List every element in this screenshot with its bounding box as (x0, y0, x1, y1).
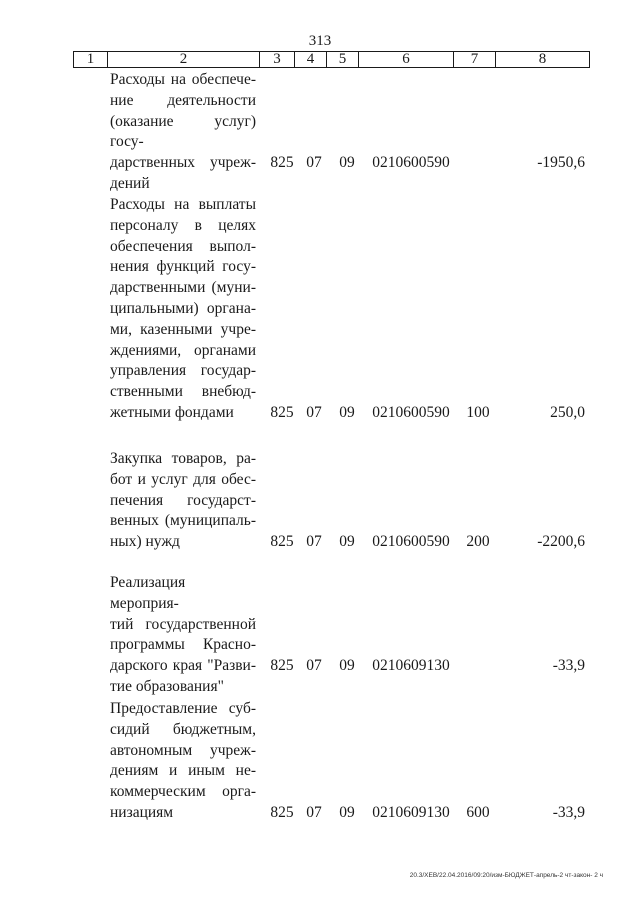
department-code: 825 (270, 804, 294, 821)
description-line: программы Красно- (110, 636, 256, 654)
subsection-code: 09 (339, 154, 355, 172)
row-description (110, 195, 256, 424)
description-line: ми, казенными учре- (110, 320, 256, 338)
description-line: жетными фондами (110, 403, 234, 421)
amount-value: -33,9 (552, 657, 585, 675)
footer-file-stamp: 20.3/ХЕВ/22.04.2016/09:20/изм-БЮДЖЕТ-апрель-2 чт-закон- 2 ч (409, 872, 603, 879)
target-item-code: 0210600590 (372, 154, 450, 172)
description-line: дениям и иным не- (110, 762, 256, 780)
header-col-3: 3 (260, 52, 295, 68)
subsection-code: 09 (339, 657, 355, 675)
table-row (0, 70, 640, 192)
table-row (0, 449, 640, 553)
description-line: тий государственной (110, 615, 256, 633)
table-row (0, 699, 640, 824)
description-line: бот и услуг для обес- (110, 470, 256, 488)
section-code: 07 (306, 657, 322, 675)
subsection-code: 09 (339, 804, 355, 821)
header-col-2: 2 (108, 52, 260, 68)
amount-value: -33,9 (552, 804, 585, 821)
description-line: ных) нужд (110, 533, 180, 551)
expense-type-code: 600 (466, 804, 490, 821)
description-line: сидий бюджетным, (110, 720, 256, 738)
department-code: 825 (270, 404, 294, 421)
description-line: обеспечения выпол- (110, 237, 256, 255)
row-description (110, 699, 256, 824)
description-line: ждениями, органами (110, 341, 256, 359)
description-line: коммерческим орга- (110, 783, 256, 801)
header-col-4: 4 (295, 52, 327, 68)
description-line: Реализация мероприя- (110, 574, 186, 612)
description-line: дений (110, 174, 150, 192)
row-description (110, 70, 256, 195)
description-line: автономным учреж- (110, 741, 256, 759)
amount-value: -2200,6 (537, 533, 585, 551)
description-line: (оказание услуг) госу- (110, 112, 256, 151)
description-line: нения функций госу- (110, 258, 256, 276)
department-code: 825 (270, 533, 294, 551)
description-line: дарственными (муни- (110, 279, 256, 297)
description-line: тие образования" (110, 677, 224, 695)
table-row (0, 573, 640, 695)
department-code: 825 (270, 154, 294, 172)
header-col-1: 1 (74, 52, 108, 68)
table-row (0, 195, 640, 424)
description-line: дарственных учреж- (110, 154, 256, 172)
description-line: печения государст- (110, 491, 256, 509)
header-col-7: 7 (454, 52, 496, 68)
description-line: управления государ- (110, 362, 256, 380)
description-line: ние деятельности (110, 91, 256, 109)
description-line: ственными внебюд- (110, 383, 256, 401)
expense-type-code: 200 (466, 533, 490, 551)
page-number: 313 (308, 33, 332, 49)
row-description (110, 449, 256, 553)
amount-value: -1950,6 (537, 154, 585, 172)
expense-type-code: 100 (466, 404, 490, 421)
target-item-code: 0210609130 (372, 804, 450, 821)
section-code: 07 (306, 804, 322, 821)
description-line: Расходы на выплаты (110, 196, 256, 213)
section-code: 07 (306, 533, 322, 551)
description-line: Закупка товаров, ра- (110, 450, 256, 467)
description-line: Расходы на обеспече- (110, 71, 256, 88)
description-line: дарского края "Разви- (110, 657, 256, 675)
department-code: 825 (270, 657, 294, 675)
target-item-code: 0210600590 (372, 533, 450, 551)
description-line: персоналу в целях (110, 216, 256, 234)
target-item-code: 0210609130 (372, 657, 450, 675)
amount-value: 250,0 (550, 404, 585, 421)
section-code: 07 (306, 404, 322, 421)
header-col-6: 6 (359, 52, 454, 68)
section-code: 07 (306, 154, 322, 172)
column-number-header (73, 51, 590, 68)
header-col-5: 5 (327, 52, 359, 68)
subsection-code: 09 (339, 533, 355, 551)
subsection-code: 09 (339, 404, 355, 421)
target-item-code: 0210600590 (372, 404, 450, 421)
description-line: низациям (110, 803, 174, 821)
row-description (110, 573, 256, 698)
header-col-8: 8 (496, 52, 590, 68)
description-line: ципальными) органа- (110, 299, 256, 317)
description-line: венных (муниципаль- (110, 512, 256, 530)
description-line: Предоставление суб- (110, 700, 256, 717)
